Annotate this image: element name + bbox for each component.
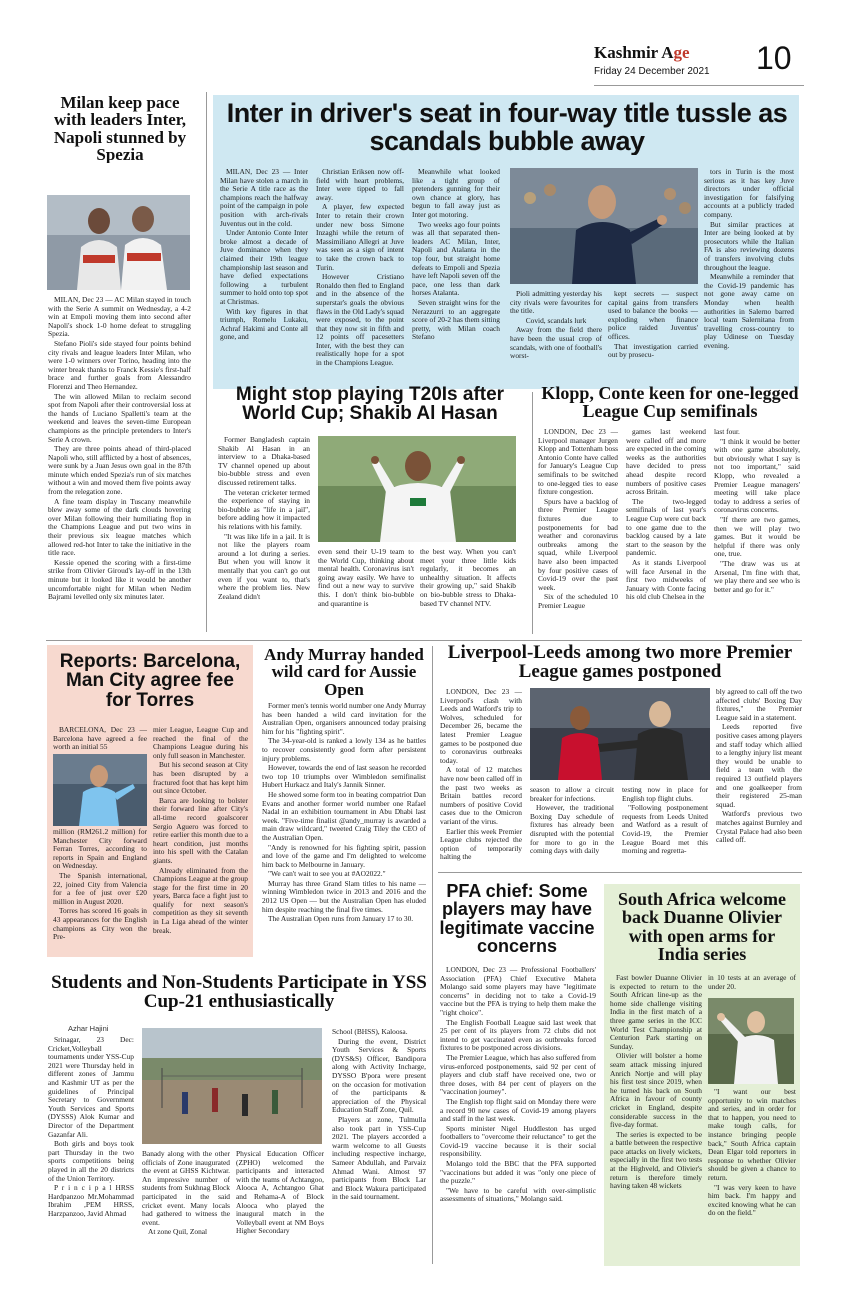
paragraph: Six of the scheduled 10 Premier League <box>538 592 618 610</box>
paragraph: Molango told the BBC that the PFA supported "vaccinations but added it was "only one piece of the puzzle." <box>440 1159 596 1186</box>
yss-byline: Azhar Hajini <box>68 1024 109 1033</box>
shakib-photo <box>318 436 516 542</box>
paragraph: However Cristiano Ronaldo then fled to England and in the absence of the superstar's goals the obvious flaws in the Old Lady's squad were exposed, to the point that they now sit in fifth and 12 points off pacesetters Inter, with the best they can realistically hope for a spot in the Champions League. <box>316 272 404 368</box>
pfa-headline: PFA chief: Some players may have legitimate vaccine concerns <box>439 882 595 956</box>
column-divider <box>532 392 533 634</box>
paragraph: Torres has scored 16 goals in 43 appearances for the English champions as City won the Pre- <box>53 906 147 942</box>
southafrica-col-1 <box>610 974 702 1260</box>
paragraph: LONDON, Dec 23 — Liverpool manager Jurgen Klopp and Tottenham boss Antonio Conte have called for January's League Cup semifinals to be switched to one-legged ties to ease fixture congestion. <box>538 428 618 497</box>
paragraph: As it stands Liverpool will face Arsenal in the first two midweeks of January with Conte facing his old club Chelsea in the <box>626 557 706 602</box>
paragraph: LONDON, Dec 23 — Professional Footballers' Association (PFA) Chief Executive Maheta Molango said some players may have "legitimate concerns" in deciding not to take a Covid-19 vaccine but the PFA is trying to help them make the "right choice". <box>440 966 596 1017</box>
paragraph: last four. <box>714 428 740 436</box>
paragraph: Srinagar, 23 Dec: Cricket,Volleyball tournaments under YSS-Cup 2021 were Thursday held in different zones of Jammu and Kashmir UT as per the guidelines of Principal Secretary to Government Youth Services and Sports (DYSSS) Alok Kumar and Director of the Department Gazanfar Ali. <box>48 1036 134 1139</box>
paragraph: season to allow a circuit breaker for infections. <box>530 786 614 803</box>
milan-headline: Milan keep pace with leaders Inter, Napoli stunned by Spezia <box>53 94 187 164</box>
masthead-date: Friday 24 December 2021 <box>594 66 710 77</box>
paragraph: Earlier this week Premier League clubs rejected the option of temporarily halting the <box>440 826 522 862</box>
paragraph: games last weekend were called off and more are expected in the coming weeks as the authorities have decided to press ahead despite record numbers of positive cases across Britain. <box>626 428 706 497</box>
paragraph: Kessie opened the scoring with a first-time strike from Olivier Giroud's lay-off in the 13th minute but it looked like it would be another uncomfortable night for Milan when Nedim Bajrami levelled only six minutes later. <box>48 557 191 602</box>
inter-headline: Inter in driver's seat in four-way title tussle as scandals bubble away <box>226 100 788 156</box>
paragraph: The Australian Open runs from January 17 to 30. <box>268 914 414 924</box>
paragraph: "We have to be careful with over-simplistic assessments of situations," Molango said. <box>440 1185 596 1204</box>
paragraph: With key figures in that triumph, Romelu Lukaku, Achraf Hakimi and Conte all gone, and <box>220 306 308 342</box>
paragraph: But similar practices at Inter are being looked at by prosecutors while the Italian FA is also reviewing dozens of transfers involving clubs throughout the league. <box>704 219 794 272</box>
paragraph: That investigation carried out by prosecu- <box>608 341 698 360</box>
barcelona-col-1b <box>53 828 147 954</box>
inter-col-3 <box>412 168 500 383</box>
paragraph: "If there are two games, then we will play two games. But it would be helpful if there was only one, true. <box>714 514 800 559</box>
paragraph: Leeds reported five positive cases among players and staff today which allied to a lengthy injury list meant they would be unable to field a team with the required 13 outfield players and one goalkeeper from their registered 25-man squad. <box>716 722 802 809</box>
klopp-headline: Klopp, Conte keen for one-legged League Cup semifinals <box>541 384 799 421</box>
paragraph: "I want our best opportunity to win matches and series, and in order for that to happen, you need to make tough calls, for instance bringing people back," South Africa captain Dean Elgar told reporters in response to whether Olivier should be given a chance to return. <box>708 1088 796 1182</box>
paragraph: Two weeks ago four points was all that separated then-leaders AC Milan, Inter, Napoli and Atalanta in the top four, but straight home defeats to Empoli and Spezia have left Napoli seven off the pace, one less than dark horses Atalanta. <box>412 219 500 298</box>
paragraph: The series is expected to be a battle between the respective pace attacks on lively wickets, especially in the first two tests at the Highveld, and Olivier's return is therefore timely having taken 48 wickets <box>610 1129 702 1191</box>
paragraph: During the event, District Youth Services & Sports (DYS&S) Officer, Bandipora along with Activity Incharge, DYSSO B'pora were present on the occasion for motivation of the participants & appreciation of the Physical Education Staff Zone, Quil. <box>332 1036 426 1115</box>
paragraph: Christian Eriksen now off-field with heart problems, Inter were tipped to fall away. <box>316 168 404 202</box>
paragraph: However, towards the end of last season he recorded two top 10 triumphs over Wimbledon semifinalist Hubert Hurkacz and Italy's Jannik Sinner. <box>262 763 426 790</box>
barcelona-headline: Reports: Barcelona, Man City agree fee for Torres <box>59 652 241 711</box>
liverpool-col-3 <box>622 786 708 866</box>
paragraph: BARCELONA, Dec 23 — Barcelona have agreed a fee worth an initial 55 <box>53 726 147 752</box>
paragraph: Already eliminated from the Champions League at the group stage for the first time in 20 years, Barca face a fight just to qualify for next season's competition as they sit seventh in La Liga ahead of the winter break. <box>153 865 248 935</box>
liverpool-col-1 <box>440 688 522 868</box>
paragraph: At zone Quil, Zonal <box>148 1227 208 1237</box>
yss-headline: Students and Non-Students Participate in YSS Cup-21 enthusiastically <box>51 973 427 1012</box>
liverpool-col-4 <box>716 688 802 866</box>
southafrica-col-2a <box>708 974 796 994</box>
paragraph: million (RM261.2 million) for Manchester City forward Ferran Torres, according to reports in Spain and England on Wednesday. <box>53 828 147 871</box>
klopp-col-1 <box>538 428 618 636</box>
paragraph: The 34-year-old is ranked a lowly 134 as he battles to recover consistently good form after persistent injury problems. <box>262 736 426 763</box>
paragraph: Murray has three Grand Slam titles to his name — winning Wimbledon twice in 2013 and 2016 and the 2012 US Open — but the Australian Open has eluded him despite reaching the final five times. <box>262 878 426 914</box>
paragraph: "It was like life in a jail. It is not like the players roam around a lot during a series. But when you will know it mentally that you can't go out even if you want to, that's where the problem lies. New Zealand didn't <box>218 531 310 601</box>
shakib-col-2 <box>318 548 414 634</box>
column-divider <box>432 878 433 1264</box>
paragraph: The two-legged semifinals of last year's League Cup were cut back to one game due to the backlog caused by a late start to the season by the pandemic. <box>626 496 706 558</box>
conte-photo <box>510 168 698 284</box>
masthead-rule <box>594 85 804 86</box>
yss-col-1 <box>48 1036 134 1258</box>
paragraph: Former Bangladesh captain Shakib Al Hasan in an interview to a Dhaka-based TV channel opened up about bio-bubble stress and even discussed retirement talks. <box>218 436 310 487</box>
klopp-col-3 <box>714 428 800 636</box>
paragraph: They are three points ahead of third-placed Napoli who, still afflicted by a host of absences, were sunk by a Juan Jesus own goal in the 87th minute which ended Spezia's run of six matches without a win and moved them five points away from the relegation zone. <box>48 444 191 497</box>
paragraph: Watford's previous two matches against Burnley and Crystal Palace had also been called off. <box>716 809 802 845</box>
liverpool-col-2 <box>530 786 614 866</box>
murray-body <box>262 702 426 960</box>
paragraph: Sports minister Nigel Huddleston has urged footballers to "overcome their reluctance" to get the Covid-19 vaccine because it is their social responsibility. <box>440 1123 596 1159</box>
yss-col-4 <box>332 1028 426 1260</box>
paragraph: The English Football League said last week that 25 per cent of its players from 72 clubs did not intend to get vaccinated even as outbreaks forced fixtures to be postponed across divisions. <box>440 1017 596 1053</box>
paragraph: A player, few expected Inter to retain their crown under new boss Simone Inzaghi while the return of Massimiliano Allegri at Juve was seen as a sign of intent to take the crown back to Turin. <box>316 202 404 272</box>
yss-photo <box>142 1028 322 1144</box>
paragraph: in 10 tests at an average of under 20. <box>708 974 796 991</box>
murray-headline: Andy Murray handed wild card for Aussie Open <box>264 646 424 698</box>
subheading: Covid, scandals lurk <box>525 315 587 325</box>
paragraph: P r i n c i p a l HRSS Hardpanzoo Mr.Mohammad Ibrahim ,PEM HRSS, Harzpanzoo, Javid Ahmad <box>48 1183 134 1218</box>
milan-photo <box>47 195 190 290</box>
shakib-col-3 <box>420 548 516 634</box>
paragraph: He showed some form too in beating compatriot Dan Evans and another former world number one Rafael Nadal in an exhibition tournament in Abu Dhabi last week. "Five-time finalist @andy_murray is awarded a main draw wildcard," tweeted Craig Tiley the CEO of the Australian Open. <box>262 789 426 842</box>
southafrica-headline: South Africa welcome back Duanne Olivier with open arms for India series <box>618 890 786 964</box>
paragraph: Both girls and boys took part Thursday in the two sports competitions being played in all the 20 districts of the Union Territory. <box>48 1139 134 1183</box>
paragraph: "The draw was us at Arsenal, I'm fine with that, we play there and see who is better and go for it." <box>714 558 800 594</box>
paragraph: Banady along with the other officials of Zone inaugurated the event at GHSS Kichtwar. An impressive number of students from Sukhnag Block participated in the said cricket event. Many locals had gathered to witness the event. <box>142 1150 230 1227</box>
paragraph: MILAN, Dec 23 — AC Milan stayed in touch with the Serie A summit on Wednesday, a 4-2 win at Empoli moving them into second after Napoli's shock 1-0 home defeat to struggling Spezia. <box>48 296 191 339</box>
paragraph: mier League, League Cup and reached the final of the Champions League during his only full season in Manchester. <box>153 726 248 760</box>
shakib-col-1 <box>218 436 310 634</box>
paragraph: even send their U-19 team to the World Cup, thinking about mental health. Coronavirus isn't going away easily. We have to find out a new way to survive this. I don't think bio-bubble and quarantine is <box>318 548 414 608</box>
paragraph: Away from the field there have been the usual crop of scandals, with one of football's worst- <box>510 325 602 361</box>
paragraph: A fine team display in Tuscany meanwhile blew away some of the dark clouds hovering over Milan following their humiliating flop in the Champions League and put two wins in their previous six league matches which allowed red-hot Inter to take the initiative in the title race. <box>48 496 191 558</box>
paragraph: "I think it would be better with one game absolutely, but obviously what I say is not too important," said Klopp, who revealed a Premier League managers' meeting will take place today to address a series of coronavirus concerns. <box>714 436 800 515</box>
paragraph: The Spanish international, 22, joined City from Valencia for a fee of just over £20 million in August 2020. <box>53 870 147 906</box>
torres-photo <box>53 754 147 826</box>
paragraph: Stefano Pioli's side stayed four points behind city rivals and league leaders Inter Milan, who were 1-0 winners over Torino, heading into the winter break thanks to Franck Kessie's first-half brace and further goals from Alessandro Florenzi and Theo Hernandez. <box>48 338 191 391</box>
paragraph: tors in Turin is the most serious as it has key Juve directors under official investigation for falsifying accounts at a publicly traded company. <box>704 168 794 219</box>
milan-body <box>48 296 191 608</box>
brand-logo: Kashmir Age <box>594 43 690 62</box>
paragraph: Spurs have a backlog of three Premier League fixtures due to postponements for bad weather and coronavirus outbreaks among the squad, while Liverpool have also been impacted by four positive cases of Covid-19 over the past week. <box>538 496 618 592</box>
paragraph: A total of 12 matches have now been called off in the past two weeks as Britain battles record numbers of positive Covid cases due to the Omicron variant of the virus. <box>440 765 522 826</box>
paragraph: "Following postponement requests from Leeds United and Watford as a result of Covid-19, the Premier League Board met this morning and regretta- <box>622 803 708 856</box>
paragraph: The Premier League, which has also suffered from virus-enforced postponements, said 92 per cent of players and club staff have received one, two or three doses, with 84 per cent of players on the "vaccination journey". <box>440 1052 596 1097</box>
paragraph: kept secrets — suspect capital gains from transfers used to balance the books — exploding when finance police raided Juventus' offices. <box>608 290 698 341</box>
southafrica-col-2b <box>708 1088 796 1260</box>
paragraph: Olivier will bolster a home seam attack missing injured Anrich Nortje and will play his first test since 2019, when he turned his back on South Africa in favour of county cricket in England, despite considerable success in the five-day format. <box>610 1051 702 1130</box>
paragraph: Fast bowler Duanne Olivier is expected to return to the South African line-up as the home side challenge visiting India in the first match of a three game series in the ICC World Test Championship at Centurion Park starting on Sunday. <box>610 974 702 1051</box>
paragraph: Physical Education Officer (ZPHO) welcomed the participants and interacted with the teams of Achtangoo, Alooca A, Achtangoo Ghat and Rehama-A of Block Alooca who played the inaugural match in the Volleyball event at NM Boys Higher Secondary <box>236 1150 324 1236</box>
paragraph: bly agreed to call off the two affected clubs' Boxing Day fixtures," the Premier League said in a statement. <box>716 688 802 722</box>
paragraph: The veteran cricketer termed the experience of staying in bio-bubble as "life in a jail", before adding how it impacted his relations with his family. <box>218 487 310 531</box>
klopp-col-2 <box>626 428 706 636</box>
paragraph: LONDON, Dec 23 — Liverpool's clash with Leeds and Watford's trip to Wolves, scheduled for December 26, became the latest Premier League games to be postponed due to coronavirus outbreaks today. <box>440 688 522 765</box>
paragraph: Barca are looking to bolster their forward line after City's all-time record goalscorer Sergio Aguero was forced to retire earlier this month due to a heart condition, just months into his spell with the Catalan giants. <box>153 795 248 865</box>
inter-col-1 <box>220 168 308 383</box>
inter-col-6 <box>704 168 794 385</box>
barcelona-col-1a <box>53 726 147 752</box>
barcelona-col-2 <box>153 726 248 954</box>
paragraph: The win allowed Milan to reclaim second spot from Napoli after their controversial loss at the hands of Luciano Spalletti's team at the weekend and leaves the seven-time European champions as the principle pretenders to Inter's Serie A crown. <box>48 391 191 444</box>
paragraph: MILAN, Dec 23 — Inter Milan have stolen a march in the Serie A title race as the champions reach the halfway point of the campaign in pole position with arch-rivals Juventus out in the cold. <box>220 168 308 228</box>
yss-col-2 <box>142 1150 230 1260</box>
paragraph: Pioli admitting yesterday his city rivals were favourites for the title. <box>510 290 602 316</box>
paragraph: School (BHSS), Kaloosa. <box>332 1028 408 1036</box>
section-divider <box>438 872 802 873</box>
inter-col-2 <box>316 168 404 383</box>
paragraph: Under Antonio Conte Inter broke almost a decade of Juve dominance when they claimed their 19th league championship last season and have defied expectations following a turbulent summer to hold onto top spot at Christmas. <box>220 228 308 306</box>
paragraph: the best way. When you can't meet your three little kids regularly, it becomes an unhealthy situation. It affects their growing up," said Shakib on bio-bubble stress to Dhaka-based TV channel NTV. <box>420 548 516 608</box>
paragraph: "Andy is renowned for his fighting spirit, passion and love of the game and I'm delighted to welcome him back to Melbourne in January. <box>262 842 426 869</box>
paragraph: "We can't wait to see you at #AO2022." <box>268 869 386 879</box>
column-divider <box>206 92 207 632</box>
pfa-body <box>440 966 596 1260</box>
liverpool-headline: Liverpool-Leeds among two more Premier League games postponed <box>447 643 793 682</box>
section-divider <box>46 640 802 641</box>
shakib-headline: Might stop playing T20Is after World Cup; Shakib Al Hasan <box>235 385 505 424</box>
paragraph: However, the traditional Boxing Day schedule of fixtures has already been disrupted with the potential for more to go in the coming days with daily <box>530 803 614 856</box>
page-number: 10 <box>756 40 792 76</box>
paragraph: Former men's tennis world number one Andy Murray has been handed a wild card invitation for the Australian Open, organisers announced today praising him for his "fighting spirit". <box>262 702 426 736</box>
paragraph: "I was very keen to have him back. I'm happy and excited knowing what he can do on the field." <box>708 1182 796 1218</box>
paragraph: Seven straight wins for the Nerazzurri to an aggregate score of 20-2 has them sitting pretty, with Milan coach Stefano <box>412 297 500 342</box>
paragraph: The English top flight said on Monday there were a record 90 new cases of Covid-19 among players and staff in the last week. <box>440 1096 596 1124</box>
masthead <box>594 40 804 84</box>
paragraph: Meanwhile a reminder that the Covid-19 pandemic has not gone away came on Monday when health authorities in Salerno barred local team Salernitana from travelling cross-country to play Udinese on Tuesday evening. <box>704 272 794 350</box>
yss-col-3 <box>236 1150 324 1260</box>
liverpool-photo <box>530 688 710 780</box>
paragraph: But his second season at City has been disrupted by a fractured foot that has kept him out since October. <box>153 760 248 796</box>
inter-col-5 <box>608 290 698 385</box>
inter-col-4 <box>510 290 602 385</box>
paragraph: Players at zone, Tulmulla also took part in YSS-Cup 2021. The players accorded a warm welcome to all Guests including respective incharge, Sameer Abdullah, and Parvaiz Ahmad Wani. Almost 97 participants from Block Lar and Block Wakura participated in the said tournament. <box>332 1114 426 1202</box>
olivier-photo <box>708 998 794 1084</box>
paragraph: Meanwhile what looked like a tight group of pretenders gunning for their own chance at glory, has begun to fall away just as Inter got motoring. <box>412 168 500 219</box>
paragraph: testing now in place for English top flight clubs. <box>622 786 708 803</box>
